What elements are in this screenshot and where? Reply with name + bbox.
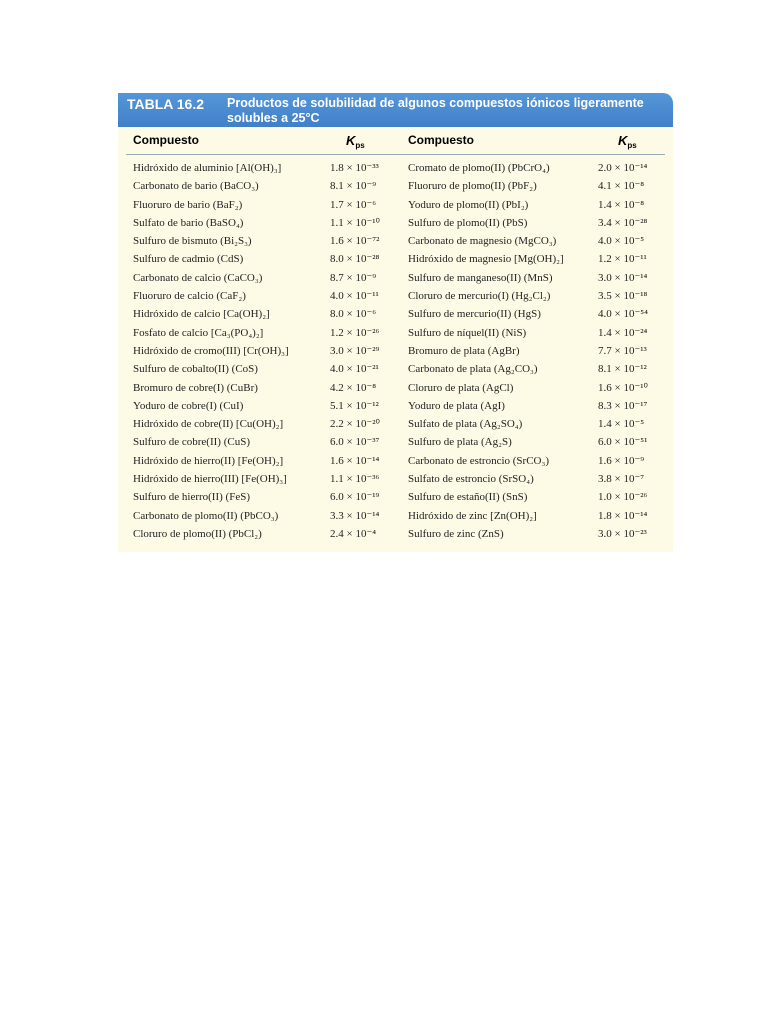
compound-name: Yoduro de plata (AgI) xyxy=(408,399,505,412)
table-row xyxy=(133,342,393,360)
ksp-value: 7.7 × 10⁻¹³ xyxy=(598,344,647,357)
table-row xyxy=(133,196,393,214)
ksp-value: 3.0 × 10⁻¹⁴ xyxy=(598,271,648,284)
compound-name: Sulfuro de plomo(II) (PbS) xyxy=(408,216,528,229)
compound-name: Sulfuro de estaño(II) (SnS) xyxy=(408,491,528,504)
compound-name: Sulfuro de cobre(II) (CuS) xyxy=(133,436,250,449)
table-row xyxy=(133,488,393,506)
table-row xyxy=(133,470,393,488)
ksp-value: 8.1 × 10⁻⁹ xyxy=(330,180,377,193)
compound-name: Fluoruro de bario (BaF₂) xyxy=(133,198,243,211)
column-header-compound-right: Compuesto xyxy=(408,133,474,147)
compound-name: Hidróxido de hierro(II) [Fe(OH)₂] xyxy=(133,454,284,467)
compound-name: Carbonato de estroncio (SrCO₃) xyxy=(408,454,549,467)
ksp-value: 4.0 × 10⁻¹¹ xyxy=(330,290,379,303)
table-header-bar xyxy=(118,93,673,127)
ksp-value: 4.0 × 10⁻²¹ xyxy=(330,363,379,376)
ksp-value: 1.1 × 10⁻¹⁰ xyxy=(330,216,380,229)
table-row xyxy=(133,305,393,323)
ksp-value: 4.2 × 10⁻⁸ xyxy=(330,381,377,394)
table-row xyxy=(133,452,393,470)
table-row xyxy=(408,305,668,323)
ksp-value: 3.8 × 10⁻⁷ xyxy=(598,473,645,486)
compound-list-left xyxy=(133,159,393,543)
ksp-value: 1.4 × 10⁻⁵ xyxy=(598,418,645,431)
ksp-value: 6.0 × 10⁻¹⁹ xyxy=(330,491,380,504)
table-row xyxy=(408,269,668,287)
compound-name: Sulfuro de mercurio(II) (HgS) xyxy=(408,308,541,321)
table-label: TABLA 16.2 xyxy=(127,96,205,112)
ksp-value: 6.0 × 10⁻³⁷ xyxy=(330,436,380,449)
table-row xyxy=(133,177,393,195)
table-row xyxy=(133,287,393,305)
column-header-ksp-right: $K_{ps}$ xyxy=(618,133,637,150)
compound-name: Cloruro de mercurio(I) (Hg₂Cl₂) xyxy=(408,290,551,303)
compound-name: Carbonato de plomo(II) (PbCO₃) xyxy=(133,509,279,522)
table-row xyxy=(133,324,393,342)
compound-name: Sulfato de bario (BaSO₄) xyxy=(133,216,244,229)
compound-name: Hidróxido de zinc [Zn(OH)₂] xyxy=(408,509,537,522)
table-row xyxy=(133,507,393,525)
compound-name: Sulfuro de cobalto(II) (CoS) xyxy=(133,363,258,376)
table-row xyxy=(408,232,668,250)
ksp-value: 2.2 × 10⁻²⁰ xyxy=(330,418,380,431)
ksp-value: 1.4 × 10⁻²⁴ xyxy=(598,326,648,339)
table-row xyxy=(408,470,668,488)
table-row xyxy=(133,232,393,250)
table-row xyxy=(408,196,668,214)
ksp-value: 1.4 × 10⁻⁸ xyxy=(598,198,645,211)
compound-name: Cloruro de plomo(II) (PbCl₂) xyxy=(133,527,262,540)
ksp-value: 1.6 × 10⁻⁹ xyxy=(598,454,645,467)
compound-name: Yoduro de cobre(I) (CuI) xyxy=(133,399,244,412)
compound-name: Sulfuro de cadmio (CdS) xyxy=(133,253,244,266)
table-row xyxy=(408,159,668,177)
ksp-value: 3.4 × 10⁻²⁸ xyxy=(598,216,648,229)
ksp-value: 6.0 × 10⁻⁵¹ xyxy=(598,436,648,449)
table-row xyxy=(133,250,393,268)
compound-name: Fosfato de calcio [Ca₃(PO₄)₂] xyxy=(133,326,264,339)
compound-list-right xyxy=(408,159,668,543)
ksp-value: 1.2 × 10⁻¹¹ xyxy=(598,253,647,266)
ksp-value: 1.8 × 10⁻³³ xyxy=(330,162,379,174)
table-row xyxy=(133,269,393,287)
compound-name: Carbonato de calcio (CaCO₃) xyxy=(133,271,263,284)
compound-name: Hidróxido de hierro(III) [Fe(OH)₃] xyxy=(133,473,287,486)
ksp-value: 1.7 × 10⁻⁶ xyxy=(330,198,377,211)
ksp-value: 1.2 × 10⁻²⁶ xyxy=(330,326,380,339)
ksp-value: 1.6 × 10⁻¹⁴ xyxy=(330,454,380,467)
column-header-ksp-left: $K_{ps}$ xyxy=(346,133,365,150)
table-row xyxy=(408,452,668,470)
table-row xyxy=(408,324,668,342)
compound-name: Sulfuro de zinc (ZnS) xyxy=(408,527,504,540)
table-row xyxy=(133,433,393,451)
ksp-value: 3.0 × 10⁻²³ xyxy=(598,527,647,540)
ksp-value: 2.0 × 10⁻¹⁴ xyxy=(598,162,648,174)
ksp-value: 3.0 × 10⁻²⁹ xyxy=(330,344,380,357)
table-row xyxy=(408,397,668,415)
table-row xyxy=(408,433,668,451)
ksp-value: 8.0 × 10⁻²⁸ xyxy=(330,253,380,266)
compound-name: Hidróxido de aluminio [Al(OH)₃] xyxy=(133,162,282,174)
solubility-table xyxy=(118,93,673,552)
ksp-value: 2.4 × 10⁻⁴ xyxy=(330,527,377,540)
ksp-value: 3.3 × 10⁻¹⁴ xyxy=(330,509,380,522)
compound-name: Cromato de plomo(II) (PbCrO₄) xyxy=(408,162,550,174)
compound-name: Sulfuro de hierro(II) (FeS) xyxy=(133,491,250,504)
ksp-value: 4.0 × 10⁻⁵⁴ xyxy=(598,308,648,321)
compound-name: Sulfuro de bismuto (Bi₂S₃) xyxy=(133,235,252,248)
table-row xyxy=(408,525,668,543)
table-row xyxy=(133,415,393,433)
ksp-value: 8.0 × 10⁻⁶ xyxy=(330,308,377,321)
compound-name: Hidróxido de calcio [Ca(OH)₂] xyxy=(133,308,270,321)
table-row xyxy=(408,342,668,360)
compound-name: Sulfuro de manganeso(II) (MnS) xyxy=(408,271,553,284)
table-row xyxy=(133,214,393,232)
compound-name: Sulfato de plata (Ag₂SO₄) xyxy=(408,418,523,431)
ksp-value: 8.1 × 10⁻¹² xyxy=(598,363,647,376)
ksp-value: 1.1 × 10⁻³⁶ xyxy=(330,473,380,486)
compound-name: Carbonato de bario (BaCO₃) xyxy=(133,180,259,193)
compound-name: Fluoruro de plomo(II) (PbF₂) xyxy=(408,180,537,193)
ksp-value: 5.1 × 10⁻¹² xyxy=(330,399,379,412)
compound-name: Hidróxido de magnesio [Mg(OH)₂] xyxy=(408,253,564,266)
header-divider xyxy=(126,154,665,155)
column-header-compound-left: Compuesto xyxy=(133,133,199,147)
compound-name: Sulfuro de níquel(II) (NiS) xyxy=(408,326,527,339)
ksp-value: 4.1 × 10⁻⁸ xyxy=(598,180,645,193)
compound-name: Cloruro de plata (AgCl) xyxy=(408,381,514,394)
compound-name: Yoduro de plomo(II) (PbI₂) xyxy=(408,198,529,211)
ksp-value: 3.5 × 10⁻¹⁸ xyxy=(598,290,648,303)
compound-name: Hidróxido de cromo(III) [Cr(OH)₃] xyxy=(133,344,289,357)
compound-name: Bromuro de plata (AgBr) xyxy=(408,344,520,357)
table-row xyxy=(408,287,668,305)
ksp-value: 8.3 × 10⁻¹⁷ xyxy=(598,399,648,412)
ksp-value: 4.0 × 10⁻⁵ xyxy=(598,235,645,248)
table-row xyxy=(408,177,668,195)
table-row xyxy=(408,415,668,433)
table-title: Productos de solubilidad de algunos compuestos iónicos ligeramente solubles a 25°C xyxy=(227,96,644,125)
table-row xyxy=(408,507,668,525)
ksp-value: 1.0 × 10⁻²⁶ xyxy=(598,491,648,504)
table-row xyxy=(133,525,393,543)
table-row xyxy=(408,488,668,506)
table-row xyxy=(408,214,668,232)
compound-name: Carbonato de plata (Ag₂CO₃) xyxy=(408,363,538,376)
compound-name: Fluoruro de calcio (CaF₂) xyxy=(133,290,246,303)
table-row xyxy=(133,397,393,415)
compound-name: Carbonato de magnesio (MgCO₃) xyxy=(408,235,557,248)
ksp-value: 1.6 × 10⁻⁷² xyxy=(330,235,380,248)
ksp-value: 1.6 × 10⁻¹⁰ xyxy=(598,381,648,394)
table-row xyxy=(408,379,668,397)
table-row xyxy=(408,360,668,378)
table-row xyxy=(133,360,393,378)
table-row xyxy=(408,250,668,268)
compound-name: Sulfuro de plata (Ag₂S) xyxy=(408,436,512,449)
table-row xyxy=(133,159,393,177)
table-row xyxy=(133,379,393,397)
ksp-value: 8.7 × 10⁻⁹ xyxy=(330,271,377,284)
compound-name: Hidróxido de cobre(II) [Cu(OH)₂] xyxy=(133,418,284,431)
compound-name: Sulfato de estroncio (SrSO₄) xyxy=(408,473,534,486)
ksp-value: 1.8 × 10⁻¹⁴ xyxy=(598,509,648,522)
compound-name: Bromuro de cobre(I) (CuBr) xyxy=(133,381,258,394)
